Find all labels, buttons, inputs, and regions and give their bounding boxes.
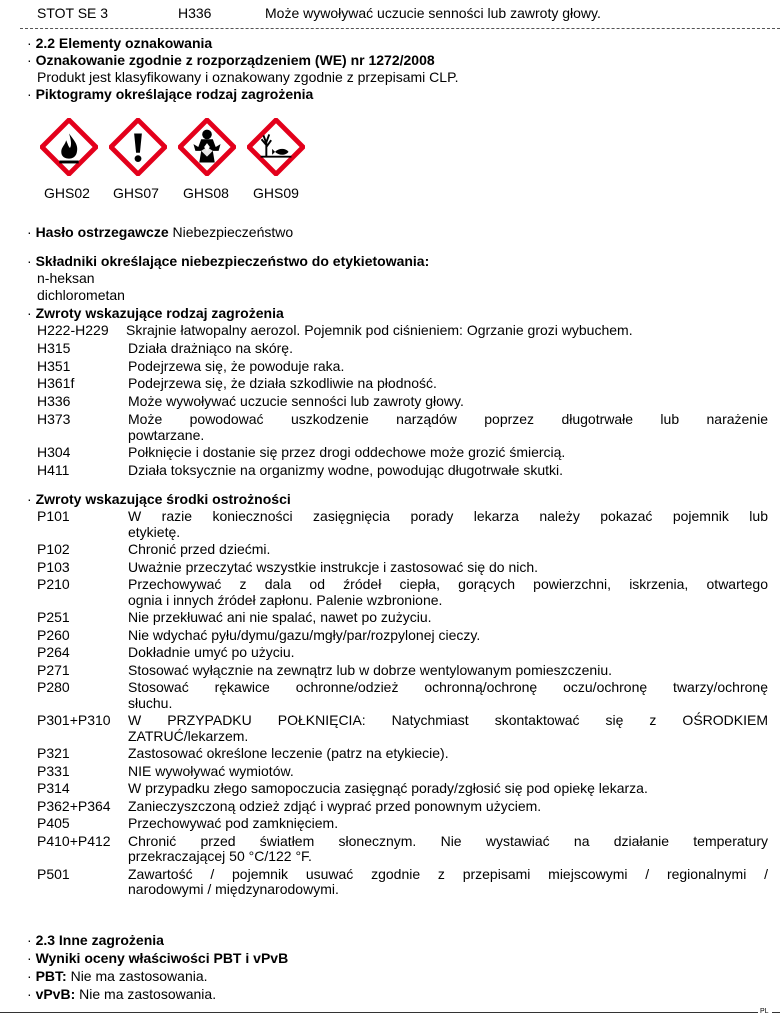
statement-text: Zanieczyszczoną odzież zdjąć i wyprać przed ponownym użyciem. xyxy=(128,797,542,814)
statement-text: Nie wdychać pyłu/dymu/gazu/mgły/par/rozpylonej cieczy. xyxy=(128,626,481,643)
dashed-divider xyxy=(20,28,780,29)
regulation-title: · Oznakowanie zgodnie z rozporządzeniem (WE) nr 1272/2008 xyxy=(27,52,435,68)
statement-code: P314 xyxy=(37,780,70,796)
statement-text: NIE wywoływać wymiotów. xyxy=(128,762,294,779)
statement-code: H336 xyxy=(37,393,71,410)
component-item: dichlorometan xyxy=(37,287,125,303)
hazard-class: STOT SE 3 xyxy=(37,5,109,21)
statement-text: Połknięcie i dostanie się przez drogi oddechowe może grozić śmiercią. xyxy=(128,444,566,461)
statement-code: H315 xyxy=(37,339,71,356)
statement-text: W przypadku złego samopoczucia zasięgnąć porady/zgłosić się pod opiekę lekarza. xyxy=(128,780,648,796)
statement-text: Przechowywać pod zamknięciem. xyxy=(128,815,339,831)
statement-code: P301+P310 xyxy=(37,712,111,728)
pictogram-label: GHS02 xyxy=(44,185,90,201)
statement-text: Może powodować uszkodzenie narządów poprzez długotrwałe lub narażenie xyxy=(128,411,768,427)
statement-code: H411 xyxy=(37,462,70,479)
regulation-text: Produkt jest klasyfikowany i oznakowany zgodnie z przepisami CLP. xyxy=(37,69,459,85)
statement-code: P251 xyxy=(37,609,70,625)
statement-text: Zawartość / pojemnik usuwać zgodnie z przepisami miejscowymi / regionalnymi / xyxy=(128,865,768,882)
flame-icon xyxy=(40,118,98,176)
statement-text: Zastosować określone leczenie (patrz na etykiecie). xyxy=(128,745,449,761)
statement-text: Chronić przed dziećmi. xyxy=(128,541,271,557)
footer-rule xyxy=(0,1012,758,1013)
statement-text: Stosować wyłącznie na zewnątrz lub w dobrze wentylowanym pomieszczeniu. xyxy=(128,661,612,678)
statement-text: Dokładnie umyć po użyciu. xyxy=(128,644,295,660)
statement-text: Skrajnie łatwopalny aerozol. Pojemnik pod ciśnieniem: Ogrzanie grozi wybuchem. xyxy=(126,322,633,338)
statement-text: Przechowywać z dala od źródeł ciepła, gorących powierzchni, iskrzenia, otwartego xyxy=(128,576,768,592)
pbt-row: · PBT: Nie ma zastosowania. xyxy=(27,968,208,984)
statement-code: H361f xyxy=(37,375,75,392)
language-mark: PL xyxy=(760,1008,769,1015)
statement-text: ognia i innych źródeł zapłonu. Palenie wzbronione. xyxy=(128,591,443,608)
statement-code: P271 xyxy=(37,661,70,678)
statement-text: przekraczającej 50 °C/122 °F. xyxy=(128,848,312,864)
statement-text: Może wywoływać uczucie senności lub zawroty głowy. xyxy=(128,393,464,410)
statement-code: P260 xyxy=(37,626,70,643)
statement-code: H351 xyxy=(37,357,71,374)
statement-text: Podejrzewa się, że działa szkodliwie na płodność. xyxy=(128,375,437,392)
p-statements-title: · Zwroty wskazujące środki ostrożności xyxy=(27,491,291,507)
statement-text: Podejrzewa się, że powoduje raka. xyxy=(128,357,345,374)
statement-text: Działa toksycznie na organizmy wodne, powodując długotrwałe skutki. xyxy=(128,462,563,479)
h-statements-title: · Zwroty wskazujące rodzaj zagrożenia xyxy=(27,305,284,321)
statement-code: P102 xyxy=(37,541,70,557)
statement-code: P264 xyxy=(37,644,70,660)
statement-code: P410+P412 xyxy=(37,832,111,849)
vpvb-row: · vPvB: Nie ma zastosowania. xyxy=(27,986,217,1002)
statement-text: narodowymi / międzynarodowymi. xyxy=(128,881,339,897)
statement-code: P501 xyxy=(37,865,70,882)
pictogram-label: GHS07 xyxy=(113,185,159,201)
statement-text: ZATRUĆ/lekarzem. xyxy=(128,727,249,744)
statement-code: H304 xyxy=(37,444,71,461)
statement-text: Chronić przed światłem słonecznym. Nie wystawiać na działanie temperatury xyxy=(128,832,768,849)
pictogram-label: GHS09 xyxy=(253,185,299,201)
signal-word-row: · Hasło ostrzegawcze Niebezpieczeństwo xyxy=(27,224,294,240)
statement-code: H373 xyxy=(37,411,71,427)
statement-text: powtarzane. xyxy=(128,426,205,443)
pbt-vpvb-title: · Wyniki oceny właściwości PBT i vPvB xyxy=(27,950,289,966)
statement-code: H222-H229 xyxy=(37,322,109,338)
statement-code: P331 xyxy=(37,762,70,779)
statement-code: P101 xyxy=(37,508,70,524)
statement-code: P103 xyxy=(37,558,70,575)
pictogram-label: GHS08 xyxy=(183,185,229,201)
statement-text: W PRZYPADKU POŁKNIĘCIA: Natychmiast skontaktować się z OŚRODKIEM xyxy=(128,712,768,728)
exclamation-icon xyxy=(109,118,167,176)
statement-text: etykietę. xyxy=(128,523,181,540)
statement-text: W razie konieczności zasięgnięcia porady lekarza należy pokazać pojemnik lub xyxy=(128,508,768,524)
section-2-2-title: · 2.2 Elementy oznakowania xyxy=(27,35,213,51)
statement-code: P321 xyxy=(37,745,70,761)
statement-code: P405 xyxy=(37,815,70,831)
hazard-code: H336 xyxy=(178,5,212,21)
statement-code: P210 xyxy=(37,576,70,592)
signal-word-label: Hasło ostrzegawcze xyxy=(35,224,169,240)
statement-text: słuchu. xyxy=(128,694,173,711)
statement-code: P280 xyxy=(37,679,70,695)
hazard-text: Może wywoływać uczucie senności lub zawroty głowy. xyxy=(265,5,601,21)
statement-text: Działa drażniąco na skórę. xyxy=(128,339,293,356)
section-2-3-title: · 2.3 Inne zagrożenia xyxy=(27,932,164,948)
statement-text: Nie przekłuwać ani nie spalać, nawet po zużyciu. xyxy=(128,609,432,625)
statement-text: Stosować rękawice ochronne/odzież ochronną/ochronę oczu/ochronę twarzy/ochronę xyxy=(128,679,768,695)
signal-word: Niebezpieczeństwo xyxy=(172,224,294,240)
statement-text: Uważnie przeczytać wszystkie instrukcje i zastosować się do nich. xyxy=(128,558,539,575)
health-hazard-icon xyxy=(178,118,236,176)
components-title: · Składniki określające niebezpieczeństwo do etykietowania: xyxy=(27,253,430,269)
component-item: n-heksan xyxy=(37,270,95,286)
statement-code: P362+P364 xyxy=(37,797,111,814)
footer-rule-end xyxy=(772,1012,780,1013)
environment-icon xyxy=(247,118,305,176)
pictograms-title: · Piktogramy określające rodzaj zagrożenia xyxy=(27,86,314,102)
